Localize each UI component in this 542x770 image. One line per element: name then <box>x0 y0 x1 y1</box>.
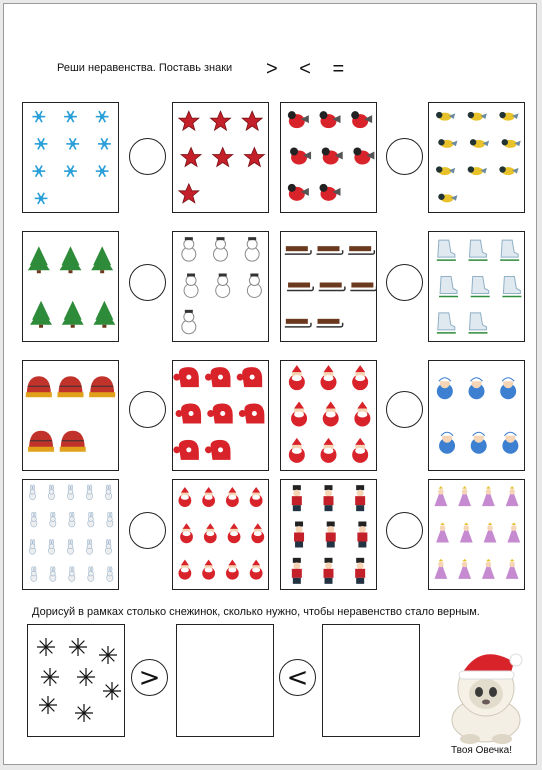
princess-icon <box>506 486 519 506</box>
snowflake-icon <box>64 111 77 122</box>
princess-icon <box>460 523 473 543</box>
titmouse-icon <box>436 166 455 175</box>
santa-icon <box>289 365 305 390</box>
sign-circle-less <box>279 659 316 696</box>
bunny-icon <box>88 567 94 582</box>
bunny-icon <box>69 512 75 527</box>
titmouse-icon <box>438 139 457 148</box>
santa-icon <box>321 438 337 463</box>
bunny-icon <box>31 512 37 527</box>
answer-circle[interactable] <box>129 512 166 549</box>
santa-icon <box>321 365 337 390</box>
mitten-icon <box>173 440 199 460</box>
princess-icon <box>482 486 495 506</box>
snowman-icon <box>182 310 196 334</box>
picture-box-sitting-santas <box>172 479 269 590</box>
drawn-snowflake-icon <box>69 638 87 656</box>
snow-maiden-icon <box>469 378 485 400</box>
sled-icon <box>285 246 311 254</box>
empty-drawing-box[interactable] <box>176 624 274 737</box>
princess-icon <box>434 486 447 506</box>
bullfinch-icon <box>320 111 341 128</box>
santa-icon <box>291 402 307 427</box>
santa-icon <box>352 365 368 390</box>
drawn-snowflake-icon <box>37 638 55 656</box>
sled-icon <box>319 283 345 291</box>
titmouse-icon <box>436 112 455 121</box>
snow-maiden-icon <box>500 378 516 400</box>
skate-icon <box>469 240 488 260</box>
santa-sitting-icon <box>250 560 263 580</box>
sled-icon <box>317 319 343 327</box>
bunny-icon <box>31 567 37 582</box>
snowman-icon <box>214 237 228 261</box>
christmas-tree-icon <box>91 246 113 273</box>
sled-icon <box>285 319 311 327</box>
nutcracker-icon <box>324 485 334 511</box>
bullfinch-icon <box>288 111 309 128</box>
nutcracker-icon <box>326 522 336 548</box>
snow-maiden-icon <box>437 378 453 400</box>
titmouse-icon <box>502 139 521 148</box>
sled-icon <box>317 246 343 254</box>
bunny-icon <box>88 512 94 527</box>
picture-box-santas <box>280 360 377 471</box>
mitten-icon <box>239 404 265 424</box>
bunny-icon <box>86 539 92 554</box>
less-sign: < <box>286 662 309 693</box>
drawn-snowflake-icon <box>75 704 93 722</box>
sheep-mascot <box>440 640 532 755</box>
star-icon <box>211 111 231 130</box>
picture-box-nutcrackers <box>280 479 377 590</box>
santa-sitting-icon <box>204 523 217 543</box>
nutcracker-icon <box>292 558 302 584</box>
snowflake-icon <box>66 138 79 149</box>
bunny-icon <box>86 485 92 500</box>
mitten-icon <box>173 367 199 387</box>
santa-icon <box>354 402 370 427</box>
santa-sitting-icon <box>202 487 215 507</box>
picture-box-hats <box>22 360 119 471</box>
sled-icon <box>348 246 374 254</box>
empty-drawing-box[interactable] <box>322 624 420 737</box>
skate-icon <box>437 313 456 333</box>
sled-icon <box>350 283 376 291</box>
santa-sitting-icon <box>178 560 191 580</box>
titmouse-icon <box>468 166 487 175</box>
bunny-icon <box>67 485 73 500</box>
star-icon <box>213 148 233 167</box>
santa-sitting-icon <box>202 560 215 580</box>
snowflake-icon <box>35 193 48 204</box>
snowflake-icon <box>64 166 77 177</box>
bunny-icon <box>50 512 56 527</box>
christmas-tree-icon <box>60 246 82 273</box>
bunny-icon <box>69 567 75 582</box>
bullfinch-icon <box>290 148 311 165</box>
snow-maiden-icon <box>502 432 518 454</box>
bunny-icon <box>29 485 35 500</box>
mitten-icon <box>207 404 233 424</box>
knit-hat-icon <box>89 376 115 397</box>
snowflake-icon <box>32 166 45 177</box>
snow-maiden-icon <box>439 432 455 454</box>
bunny-icon <box>105 485 111 500</box>
drawn-snowflake-icon <box>103 682 121 700</box>
bullfinch-icon <box>288 184 309 201</box>
snowflake-icon <box>35 138 48 149</box>
nutcracker-icon <box>292 485 302 511</box>
princess-icon <box>507 523 520 543</box>
picture-box-trees <box>22 231 119 342</box>
star-icon <box>179 111 199 130</box>
knit-hat-icon <box>26 376 52 397</box>
titmouse-icon <box>499 166 518 175</box>
snowflake-drawing-box <box>27 624 125 737</box>
princess-icon <box>506 559 519 579</box>
bunny-icon <box>105 539 111 554</box>
drawn-snowflake-icon <box>39 696 57 714</box>
nutcracker-icon <box>357 522 367 548</box>
bullfinch-icon <box>353 148 374 165</box>
picture-box-mittens <box>172 360 269 471</box>
skate-icon <box>437 240 456 260</box>
santa-icon <box>323 402 339 427</box>
bullfinch-icon <box>322 148 343 165</box>
snowman-icon <box>182 237 196 261</box>
snow-maiden-icon <box>471 432 487 454</box>
picture-box-snow-maidens <box>428 360 525 471</box>
santa-sitting-icon <box>226 487 239 507</box>
mitten-icon <box>237 367 263 387</box>
princess-icon <box>458 559 471 579</box>
answer-circle[interactable] <box>129 391 166 428</box>
santa-icon <box>289 438 305 463</box>
picture-box-princesses <box>428 479 525 590</box>
bunny-icon <box>48 485 54 500</box>
princess-icon <box>482 559 495 579</box>
star-icon <box>242 111 262 130</box>
snowflake-icon <box>32 111 45 122</box>
skate-icon <box>469 313 488 333</box>
drawn-snowflake-icon <box>99 646 117 664</box>
drawing-instruction: Дорисуй в рамках столько снежинок, сколько нужно, чтобы неравенство стало верным. <box>32 606 480 618</box>
skate-icon <box>439 277 458 297</box>
bunny-icon <box>107 512 113 527</box>
snowflake-icon <box>96 111 109 122</box>
answer-circle[interactable] <box>129 138 166 175</box>
santa-sitting-icon <box>250 487 263 507</box>
santa-sitting-icon <box>178 487 191 507</box>
nutcracker-icon <box>355 558 365 584</box>
bunny-icon <box>50 567 56 582</box>
sled-icon <box>287 283 313 291</box>
mitten-icon <box>176 404 202 424</box>
nutcracker-icon <box>294 522 304 548</box>
skate-icon <box>471 277 490 297</box>
nutcracker-icon <box>355 485 365 511</box>
snowman-icon <box>184 274 198 298</box>
answer-circle[interactable] <box>386 264 423 301</box>
picture-box-titmice <box>428 102 525 213</box>
picture-box-sleds <box>280 231 377 342</box>
nutcracker-icon <box>324 558 334 584</box>
santa-sitting-icon <box>180 523 193 543</box>
drawn-snowflake-icon <box>77 668 95 686</box>
bunny-icon <box>67 539 73 554</box>
princess-icon <box>458 486 471 506</box>
christmas-tree-icon <box>30 301 52 328</box>
santa-sitting-icon <box>251 523 264 543</box>
sign-circle-greater <box>131 659 168 696</box>
snowman-icon <box>216 274 230 298</box>
snowflake-icon <box>98 138 111 149</box>
skate-icon <box>502 277 521 297</box>
christmas-tree-icon <box>28 246 50 273</box>
mitten-icon <box>205 440 231 460</box>
comparison-signs: > < = <box>266 58 353 80</box>
bunny-icon <box>107 567 113 582</box>
snowman-icon <box>247 274 261 298</box>
titmouse-icon <box>468 112 487 121</box>
instruction-title: Реши неравенства. Поставь знаки <box>57 62 233 74</box>
picture-box-snowmen <box>172 231 269 342</box>
picture-box-skates <box>428 231 525 342</box>
bunny-icon <box>29 539 35 554</box>
snowman-icon <box>245 237 259 261</box>
picture-box-bullfinches <box>280 102 377 213</box>
picture-box-snowflakes <box>22 102 119 213</box>
princess-icon <box>434 559 447 579</box>
santa-icon <box>352 438 368 463</box>
snowflake-icon <box>96 166 109 177</box>
princess-icon <box>436 523 449 543</box>
knit-hat-icon <box>60 431 86 452</box>
santa-sitting-icon <box>228 523 241 543</box>
christmas-tree-icon <box>62 301 84 328</box>
star-icon <box>181 148 201 167</box>
knit-hat-icon <box>58 376 84 397</box>
answer-circle[interactable] <box>386 512 423 549</box>
knit-hat-icon <box>28 431 54 452</box>
bunny-icon <box>48 539 54 554</box>
christmas-tree-icon <box>93 301 115 328</box>
princess-icon <box>484 523 497 543</box>
titmouse-icon <box>438 194 457 203</box>
drawn-snowflake-icon <box>41 668 59 686</box>
skate-icon <box>500 240 519 260</box>
bullfinch-icon <box>351 111 372 128</box>
titmouse-icon <box>499 112 518 121</box>
mascot-label: Твоя Овечка! <box>451 745 512 756</box>
santa-sitting-icon <box>226 560 239 580</box>
answer-circle[interactable] <box>129 264 166 301</box>
greater-sign: > <box>138 662 161 693</box>
mitten-icon <box>205 367 231 387</box>
titmouse-icon <box>470 139 489 148</box>
picture-box-bunnies <box>22 479 119 590</box>
answer-circle[interactable] <box>386 391 423 428</box>
picture-box-stars <box>172 102 269 213</box>
answer-circle[interactable] <box>386 138 423 175</box>
bullfinch-icon <box>320 184 341 201</box>
star-icon <box>179 184 199 203</box>
star-icon <box>244 148 264 167</box>
